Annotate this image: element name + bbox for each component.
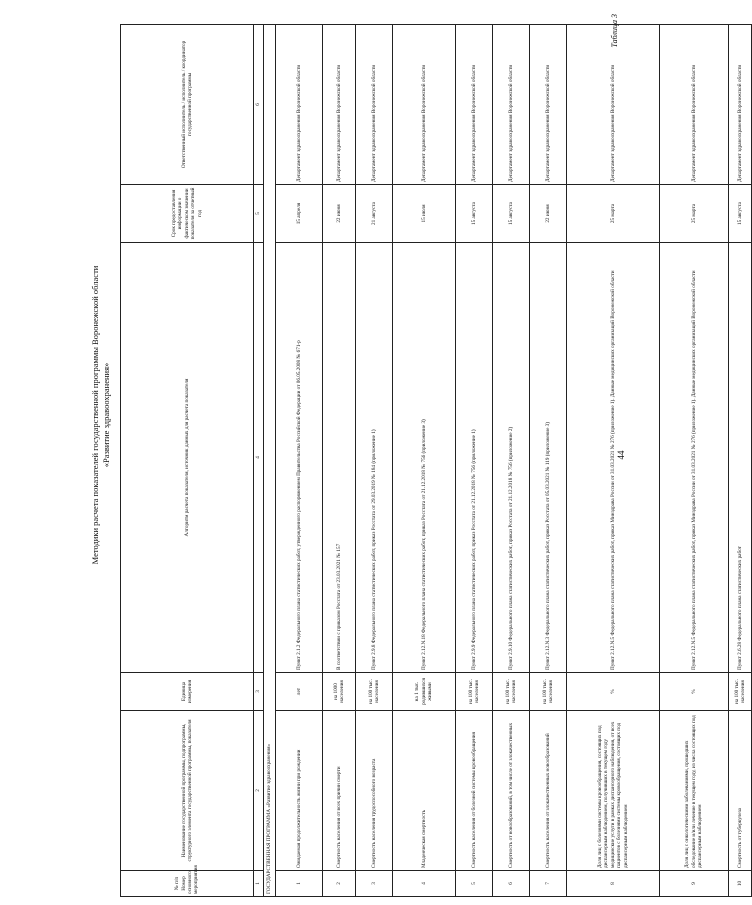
row-number: 4 [393, 871, 456, 897]
responsible-executor: Департамент здравоохранения Воронежской области [729, 25, 752, 185]
indicator-name: Младенческая смертность [393, 711, 456, 871]
indicator-name: Смертность населения от болезней системы кровообращения [456, 711, 493, 871]
unit-of-measure: на 100 тыс. населения [456, 673, 493, 711]
calculation-algorithm: Пункт 2.1.2 Федерального плана статистических работ, утвержденного распоряжением Правительства Российской Федерации от 06.05.2008 № 671-р [276, 243, 323, 673]
document-title [90, 155, 112, 675]
section-title: ГОСУДАРСТВЕННАЯ ПРОГРАММА «Развитие здравоохранения» [264, 25, 276, 897]
column-number: 5 [254, 185, 264, 243]
calculation-algorithm: Пункт 2.12.N.5 Федерального плана статистических работ, приказ Минздрава России от 31.03.2021 № 276 (приложение 1). Данные медицинских организаций Воронежской области [660, 243, 729, 673]
indicator-name: Ожидаемая продолжительность жизни при рождении [276, 711, 323, 871]
calculation-algorithm: В соответствии с приказом Росстата от 23.03.2021 № 157 [323, 243, 356, 673]
table-row [660, 25, 729, 897]
header-number: № п/п Номер основного мероприятия [121, 871, 254, 897]
table-row [356, 25, 393, 897]
responsible-executor: Департамент здравоохранения Воронежской области [493, 25, 530, 185]
indicator-name: Смертность от новообразований, в том числе от злокачественных [493, 711, 530, 871]
responsible-executor: Департамент здравоохранения Воронежской области [393, 25, 456, 185]
unit-of-measure: лет [276, 673, 323, 711]
table-row [567, 25, 660, 897]
report-deadline: 25 марта [660, 185, 729, 243]
responsible-executor: Департамент здравоохранения Воронежской области [276, 25, 323, 185]
header-algorithm: Алгоритм расчета показателя, источник данных для расчета показателя [121, 243, 254, 673]
header-row [121, 25, 254, 897]
responsible-executor: Департамент здравоохранения Воронежской области [530, 25, 567, 185]
indicators-table [120, 24, 752, 897]
column-number: 1 [254, 871, 264, 897]
row-number: 3 [356, 871, 393, 897]
unit-of-measure: на 100 тыс. населения [493, 673, 530, 711]
row-number: 7 [530, 871, 567, 897]
section-row [264, 25, 276, 897]
report-deadline: 22 июня [530, 185, 567, 243]
indicator-name: Смертность населения от злокачественных новообразований [530, 711, 567, 871]
indicator-name: Смертность населения трудоспособного возраста [356, 711, 393, 871]
report-deadline: 15 августа [456, 185, 493, 243]
unit-of-measure: % [567, 673, 660, 711]
row-number: 6 [493, 871, 530, 897]
report-deadline: 22 июня [323, 185, 356, 243]
title-line-1: Методики расчета показателей государственной программы Воронежской области [90, 265, 100, 565]
header-responsible: Ответственный исполнитель / исполнитель / координатор государственной программы [121, 25, 254, 185]
table-row [276, 25, 323, 897]
table-row [530, 25, 567, 897]
calculation-algorithm: Пункт 2.9.9 Федерального плана статистических работ, приказ Росстата от 21.12.2018 № 756 (приложение 1) [456, 243, 493, 673]
page-number: 44 [616, 450, 626, 460]
table-row [456, 25, 493, 897]
unit-of-measure: % [660, 673, 729, 711]
responsible-executor: Департамент здравоохранения Воронежской области [660, 25, 729, 185]
report-deadline: 15 августа [729, 185, 752, 243]
calculation-algorithm: Пункт 2.12.N.18 Федерального плана статистических работ, приказ Росстата от 21.12.2018 № 756 (приложение 3) [393, 243, 456, 673]
calculation-algorithm: Пункт 2.9.8 Федерального плана статистических работ, приказ Росстата от 29.03.2019 № 184 (приложение 1) [356, 243, 393, 673]
report-deadline: 25 марта [567, 185, 660, 243]
indicator-name: Доля лиц с болезнями системы кровообращения, состоящих под диспансерным наблюдением, получивших в текущем году медицинские услуги в рамках диспансерного наблюдения, от всех пациентов с болезнями системы кровообращения, состоящих под диспансерным наблюдением [567, 711, 660, 871]
calculation-algorithm: Пункт 2.6.28 Федерального плана статистических работ [729, 243, 752, 673]
table-row [493, 25, 530, 897]
responsible-executor: Департамент здравоохранения Воронежской области [456, 25, 493, 185]
row-number: 2 [323, 871, 356, 897]
calculation-algorithm: Пункт 2.12.N.5 Федерального плана статистических работ, приказ Минздрава России от 31.03.2021 № 276 (приложение 1). Данные медицинских организаций Воронежской области [567, 243, 660, 673]
responsible-executor: Департамент здравоохранения Воронежской области [323, 25, 356, 185]
unit-of-measure: на 100 тыс. населения [356, 673, 393, 711]
column-number: 6 [254, 25, 264, 185]
calculation-algorithm: Пункт 2.12.N.3 Федерального плана статистических работ, приказ Росстата от 05.03.2021 № 119 (приложение 3) [530, 243, 567, 673]
calculation-algorithm: Пункт 2.9.10 Федерального плана статистических работ, приказ Росстата от 21.12.2018 № 756 (приложение 2) [493, 243, 530, 673]
table-row [393, 25, 456, 897]
report-deadline: 15 августа [493, 185, 530, 243]
row-number: 9 [660, 871, 729, 897]
column-number: 3 [254, 673, 264, 711]
header-name: Наименование государственной программы, подпрограммы, структурного элемента государственной программы, показателя [121, 711, 254, 871]
indicator-name: Доля лиц с онкологическими заболеваниями, прошедших обследование и/или лечение в текущем году, из числа состоящих под диспансерным наблюдением [660, 711, 729, 871]
row-number: 1 [276, 871, 323, 897]
unit-of-measure: на 100 тыс. населения [729, 673, 752, 711]
indicator-name: Смертность населения от всех причин смерти [323, 711, 356, 871]
report-deadline: 15 июля [393, 185, 456, 243]
table-row [323, 25, 356, 897]
report-deadline: 21 августа [356, 185, 393, 243]
report-deadline: 15 апреля [276, 185, 323, 243]
row-number: 8 [567, 871, 660, 897]
indicator-name: Смертность от туберкулеза [729, 711, 752, 871]
column-numbers-row [254, 25, 264, 897]
responsible-executor: Департамент здравоохранения Воронежской области [356, 25, 393, 185]
row-number: 10 [729, 871, 752, 897]
table-caption: Таблица 3 [610, 14, 619, 48]
column-number: 4 [254, 243, 264, 673]
unit-of-measure: на 1 тыс. родившихся живыми [393, 673, 456, 711]
header-deadline: Срок предоставления информации о фактическом значении показателя за отчетный год [121, 185, 254, 243]
column-number: 2 [254, 711, 264, 871]
header-unit: Единица измерения [121, 673, 254, 711]
table-row [729, 25, 752, 897]
unit-of-measure: на 100 тыс. населения [530, 673, 567, 711]
responsible-executor: Департамент здравоохранения Воронежской области [567, 25, 660, 185]
unit-of-measure: на 1000 населения [323, 673, 356, 711]
title-line-2: «Развитие здравоохранения» [101, 362, 111, 468]
row-number: 5 [456, 871, 493, 897]
